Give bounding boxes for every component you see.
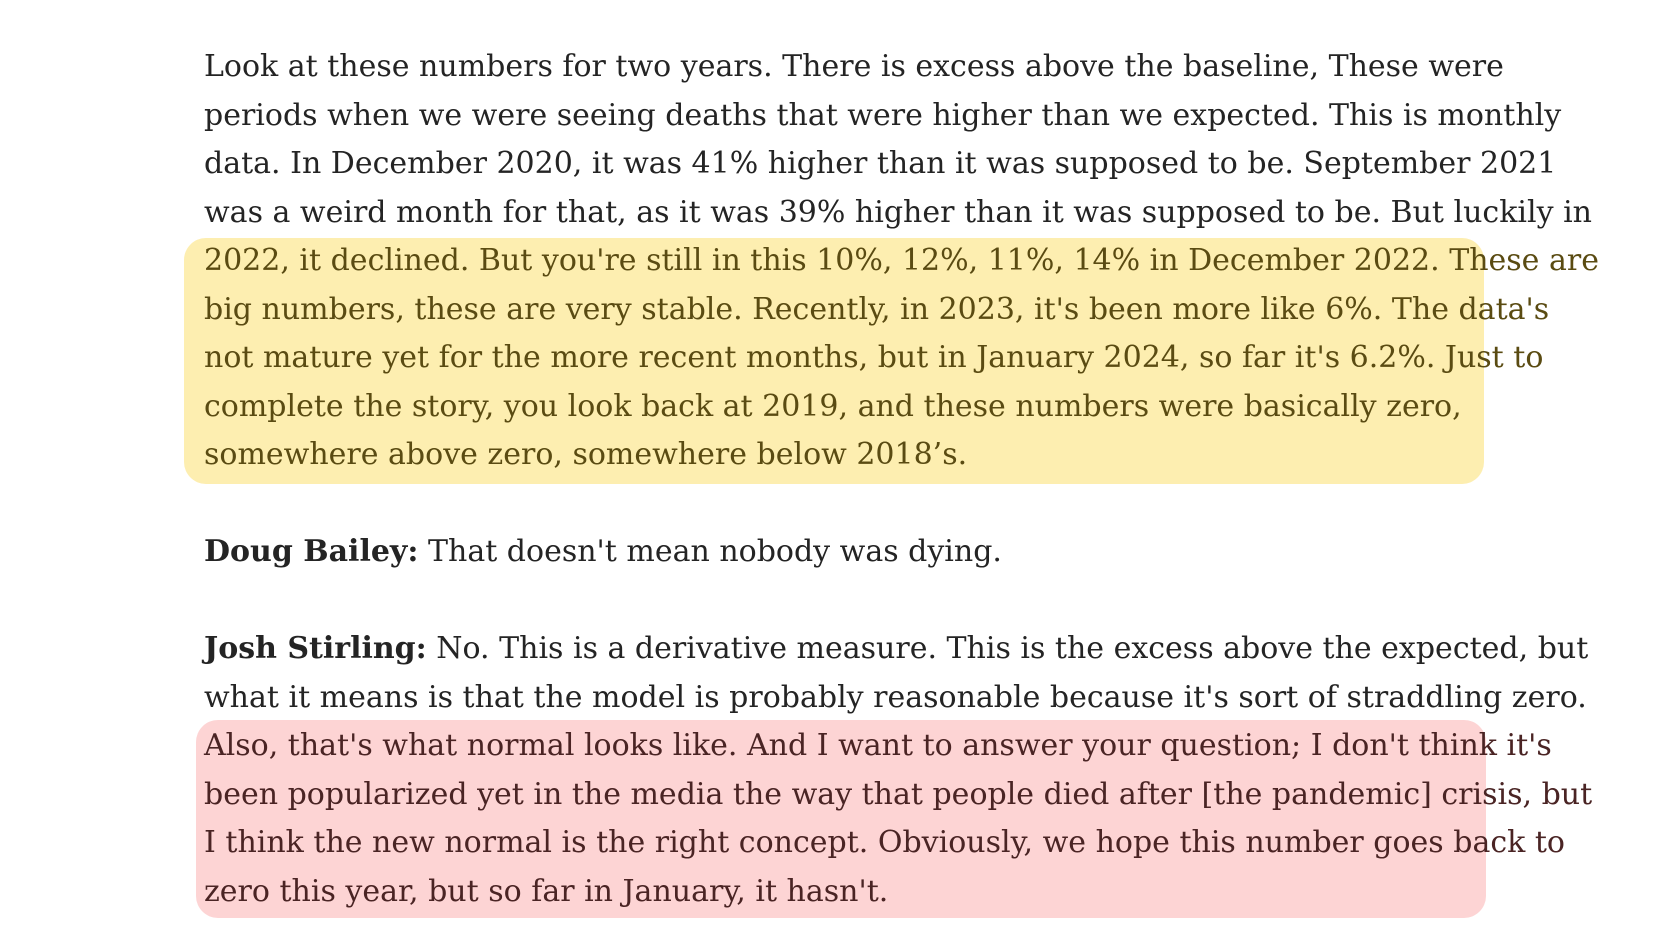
dialogue-line <box>204 625 1589 674</box>
speaker-name: Doug Bailey: <box>204 534 419 569</box>
paragraph-josh-stirling <box>204 625 1593 916</box>
paragraph-doug-bailey <box>204 528 1514 577</box>
text-line: what it means is that the model is probably reasonable because it's sort of straddling zero. <box>204 679 1587 715</box>
highlighted-text-line: I think the new normal is the right concept. Obviously, we hope this number goes back to <box>204 825 1565 860</box>
highlighted-text-line: Also, that's what normal looks like. And I want to answer your question; I don't think it's <box>204 728 1552 763</box>
highlighted-text-line: 2022, it declined. But you're still in this 10%, 12%, 11%, 14% in December 2022. These are <box>204 243 1599 278</box>
highlighted-text-line: complete the story, you look back at 2019, and these numbers were basically zero, <box>204 388 1462 424</box>
highlighted-text-line: zero this year, but so far in January, it hasn't. <box>204 873 889 909</box>
highlighted-text-line: big numbers, these are very stable. Recently, in 2023, it's been more like 6%. The data's <box>204 291 1550 327</box>
speaker-name: Josh Stirling: <box>204 631 427 666</box>
paragraph-spacer <box>204 577 1514 626</box>
dialogue-text: That doesn't mean nobody was dying. <box>418 534 1002 569</box>
paragraph-spacer <box>204 480 1514 529</box>
text-line: Look at these numbers for two years. There is excess above the baseline, These were <box>204 49 1504 84</box>
paragraph-narrative <box>204 43 1599 480</box>
article-body <box>204 43 1599 916</box>
dialogue-text: No. This is a derivative measure. This is the excess above the expected, but <box>426 631 1589 666</box>
dialogue-line <box>204 528 1514 577</box>
text-line: data. In December 2020, it was 41% higher than it was supposed to be. September 2021 <box>204 146 1557 181</box>
text-line: was a weird month for that, as it was 39% higher than it was supposed to be. But luckily in <box>204 194 1592 230</box>
text-line: periods when we were seeing deaths that were higher than we expected. This is monthly <box>204 97 1562 133</box>
highlighted-text-line: somewhere above zero, somewhere below 2018’s. <box>204 437 968 472</box>
highlighted-text-line: not mature yet for the more recent months, but in January 2024, so far it's 6.2%. Just to <box>204 340 1544 375</box>
highlighted-text-line: been popularized yet in the media the way that people died after [the pandemic] crisis, but <box>204 776 1593 812</box>
